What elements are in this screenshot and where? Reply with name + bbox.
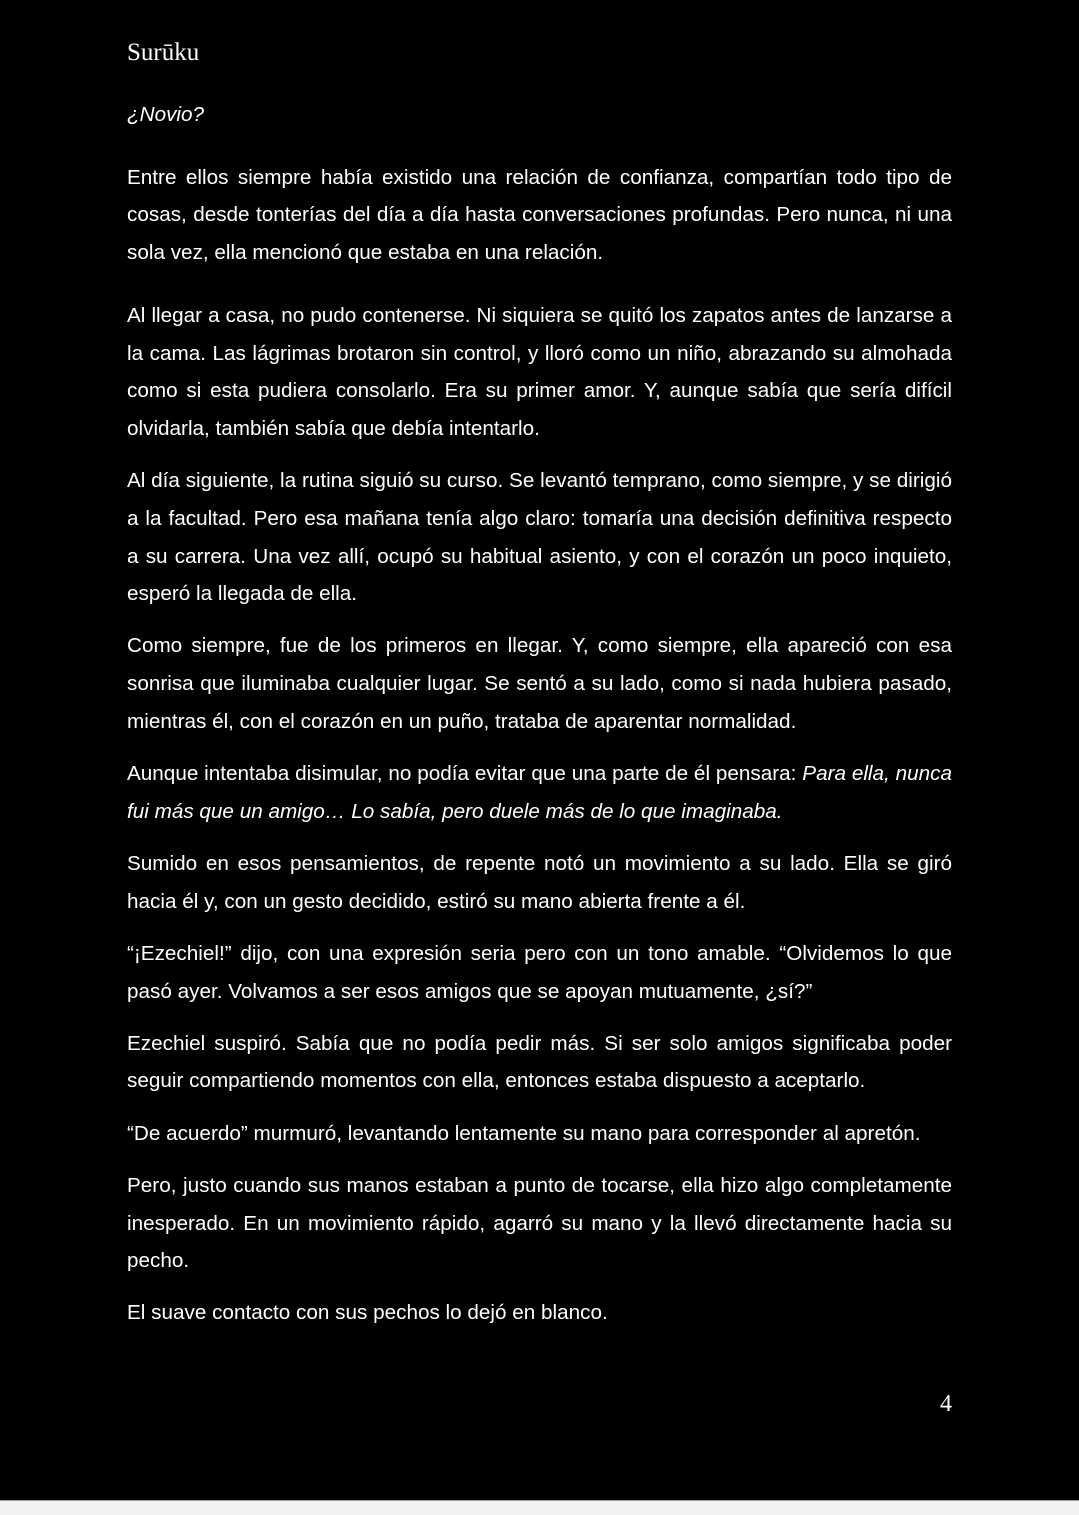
- paragraph: Ezechiel suspiró. Sabía que no podía pedir más. Si ser solo amigos significaba poder seguir compartiendo momentos con ella, entonces estaba dispuesto a aceptarlo.: [127, 1031, 952, 1093]
- thought-paragraph: [127, 755, 952, 830]
- paragraph: “¡Ezechiel!” dijo, con una expresión seria pero con un tono amable. “Olvidemos lo que pasó ayer. Volvamos a ser esos amigos que se apoyan mutuamente, ¿sí?”: [127, 941, 952, 1003]
- paragraph: “De acuerdo” murmuró, levantando lentamente su mano para corresponder al apretón.: [127, 1121, 921, 1145]
- running-header-author: Surūku: [127, 39, 200, 66]
- paragraph: El suave contacto con sus pechos lo dejó en blanco.: [127, 1301, 608, 1325]
- page-number: 4: [940, 1391, 952, 1417]
- paragraph: Sumido en esos pensamientos, de repente notó un movimiento a su lado. Ella se giró hacia él y, con un gesto decidido, estiró su mano abierta frente a él.: [127, 851, 952, 913]
- body-text: [127, 96, 952, 1347]
- heading-line: ¿Novio?: [127, 103, 205, 126]
- paragraph: Al día siguiente, la rutina siguió su curso. Se levantó temprano, como siempre, y se dirigió a la facultad. Pero esa mañana tenía algo claro: tomaría una decisión definitiva respecto a su carrera. Una vez allí, ocupó su habitual asiento, y con el corazón un poco inquieto, esperó la llegada de ella.: [127, 469, 952, 606]
- paragraph: Como siempre, fue de los primeros en llegar. Y, como siempre, ella apareció con esa sonrisa que iluminaba cualquier lugar. Se sentó a su lado, como si nada hubiera pasado, mientras él, con el corazón en un puño, trataba de aparentar normalidad.: [127, 634, 952, 733]
- thought-italic-text: Para ella, nunca fui más que un amigo… Lo sabía, pero duele más de lo que imaginaba.: [127, 762, 952, 823]
- page-bottom-edge: [0, 1500, 1079, 1515]
- paragraph: Pero, justo cuando sus manos estaban a punto de tocarse, ella hizo algo completamente inesperado. En un movimiento rápido, agarró su mano y la llevó directamente hacia su pecho.: [127, 1173, 952, 1273]
- paragraph: Al llegar a casa, no pudo contenerse. Ni siquiera se quitó los zapatos antes de lanzarse a la cama. Las lágrimas brotaron sin control, y lloró como un niño, abrazando su almohada como si esta pudiera consolarlo. Era su primer amor. Y, aunque sabía que sería difícil olvidarla, también sabía que debía intentarlo.: [127, 303, 952, 440]
- thought-lead-text: Aunque intentaba disimular, no podía evitar que una parte de él pensara:: [127, 762, 803, 786]
- paragraph: Entre ellos siempre había existido una relación de confianza, compartían todo tipo de cosas, desde tonterías del día a día hasta conversaciones profundas. Pero nunca, ni una sola vez, ella mencionó que estaba en una relación.: [127, 165, 952, 265]
